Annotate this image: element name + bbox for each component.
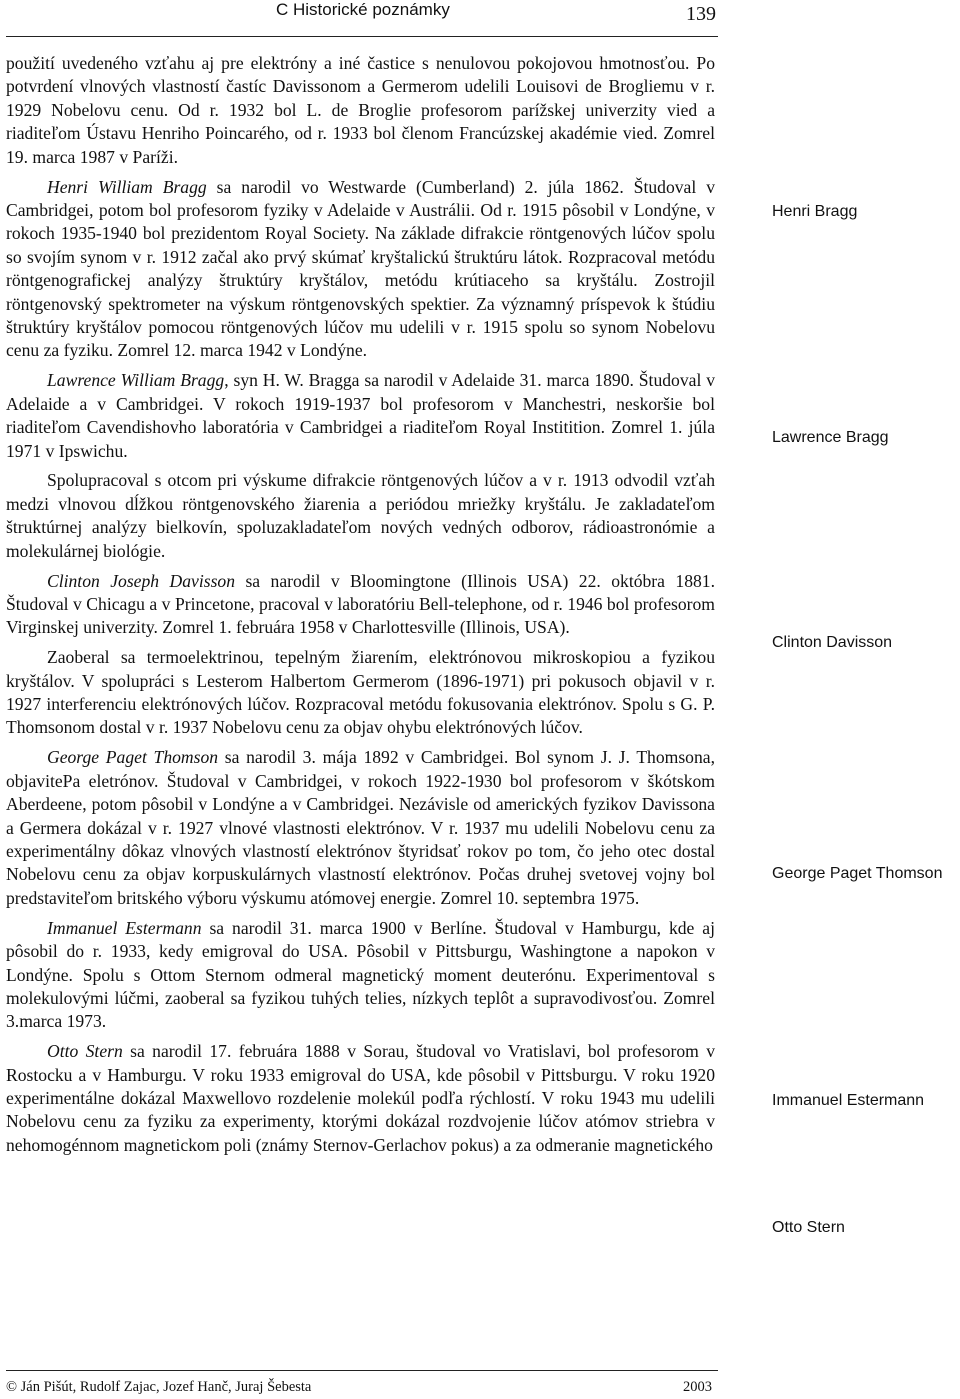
footer-authors: © Ján Pišút, Rudolf Zajac, Jozef Hanč, Juraj Šebesta bbox=[6, 1379, 312, 1395]
paragraph-text: použití uvedeného vzťahu aj pre elektróny a iné častice s nenulovou pokojovou hmotnosťou. Po potvrdení vlnových vlastností častíc Davissonom a Germerom udelili Louisovi de Brogliemu v r. 1929 Nobelovu cenu. Od r. 1932 bol L. de Broglie profesorom parížskej univerzity vied a riaditeľom Ústavu Henriho Poincarého, od r. 1933 bol členom Francúzskej akadémie vied. Zomrel 19. marca 1987 v Paríži. bbox=[6, 53, 715, 167]
paragraph-lawrence-bragg bbox=[6, 369, 715, 463]
person-name: Henri William Bragg bbox=[47, 176, 207, 197]
main-text bbox=[6, 52, 715, 1164]
page-header bbox=[6, 0, 718, 37]
paragraph-davisson bbox=[6, 570, 715, 640]
paragraph-estermann bbox=[6, 917, 715, 1034]
paragraph-stern bbox=[6, 1040, 715, 1157]
paragraph-text: Spolupracoval s otcom pri výskume difrakcie röntgenových lúčov a v r. 1913 odvodil vzťah medzi vlnovou dĺžkou röntgenovského žiarenia a periódou mriežky kryštálu. Je zakladateľom štruktúrnej analýzy bielkovín, spoluzakladateľom nových vedných odborov, rádioastronómie a molekulárnej biológie. bbox=[6, 470, 715, 561]
paragraph-text: sa narodil 17. februára 1888 v Sorau, študoval vo Vratislavi, bol profesorom v Rostocku a v Hamburgu. V roku 1933 emigroval do USA, kde pôsobil v Pittsburgu. V roku 1920 experimentálne dokázal Maxwellovo rozdelenie molekúl podľa rýchlostí. V roku 1943 mu udelili Nobelovu cenu za fyziku za experimenty, ktorými dokázal rozdvojenie lúčov atómov striebra v nehomogénnom magnetickom poli (známy Sternov-Gerlachov pokus) a za odmeranie magnetického bbox=[6, 1041, 715, 1155]
paragraph-text: sa narodil 3. mája 1892 v Cambridgei. Bol synom J. J. Thomsona, objavitePa eletrónov. Študoval v Cambridgei, v rokoch 1922-1930 bol profesorom v škótskom Aberdeene, potom pôsobil v Londýne a v Cambridgei. Nezávisle od amerických fyzikov Davissona a Germera dokázal v r. 1927 vlnové vlastnosti elektrónov. V r. 1937 mu udelili Nobelovu cenu za experimentálny dôkaz vlnových vlastností elektrónov štyridsať rokov po tom, čo jeho otec dostal Nobelovu cenu za objav korpuskulárnych vlastností elektrónov. Počas druhej svetovej vojny bol predstaviteľom britského výboru výskumu atómovej energie. Zomrel 10. septembra 1975. bbox=[6, 747, 715, 908]
paragraph-text: sa narodil vo Westwarde (Cumberland) 2. júla 1862. Študoval v Cambridgei, potom bol profesorom fyziky v Adelaide v Austrálii. Od r. 1915 pôsobil v Londýne, v rokoch 1935-1940 bol prezidentom Royal Society. Na základe difrakcie röntgenových lúčov spolu so svojím synom v r. 1912 začal ako prvý skúmať kryštalickú štruktúru látok. Rozpracoval metódu röntgenografickej analýzy štruktúry kryštálov, metódu krútiaceho sa kryštálu. Zostrojil röntgenovský spektrometer na výskum röntgenovských spektier. Za významný príspevok k štúdiu štruktúry kryštálov pomocou röntgenových lúčov mu udelili v r. 1915 spolu so synom Nobelovu cenu za fyziku. Zomrel 12. marca 1942 v Londýne. bbox=[6, 176, 715, 361]
margin-note-lawrence-bragg: Lawrence Bragg bbox=[772, 429, 889, 446]
paragraph-text: , syn H. W. Bragga sa narodil v Adelaide 31. marca 1890. Študoval v Adelaide a v Cambridgei. V rokoch 1919-1937 bol profesorom v Manchestri, neskoršie bol riaditeľom Cavendishovho laboratória v Cambridgei a riaditeľom Royal Instititiоn. Zomrel 1. júla 1971 v Ipswichu. bbox=[6, 370, 715, 461]
paragraph-text: sa narodil v Bloomingtone (Illinois USA) 22. októbra 1881. Študoval v Chicagu a v Princetone, pracoval v laboratóriu Bell-telephone, od r. 1946 bol profesorom Virginskej univerzity. Zomrel 1. februára 1958 v Charlottesville (Illinois, USA). bbox=[6, 570, 715, 638]
margin-note-otto-stern: Otto Stern bbox=[772, 1219, 845, 1236]
margin-note-henri-bragg: Henri Bragg bbox=[772, 203, 858, 220]
margin-note-immanuel-estermann: Immanuel Estermann bbox=[772, 1092, 925, 1109]
paragraph-lawrence-bragg-work bbox=[6, 469, 715, 563]
person-name: Otto Stern bbox=[47, 1041, 123, 1062]
margin-note-george-thomson: George Paget Thomson bbox=[772, 865, 943, 882]
page-number: 139 bbox=[686, 3, 716, 25]
paragraph-de-broglie bbox=[6, 52, 715, 169]
person-name: Immanuel Estermann bbox=[47, 917, 202, 938]
margin-note-clinton-davisson: Clinton Davisson bbox=[772, 634, 893, 651]
paragraph-davisson-work bbox=[6, 646, 715, 740]
person-name: Lawrence William Bragg bbox=[47, 370, 225, 391]
section-title: C Historické poznámky bbox=[276, 0, 450, 19]
paragraph-thomson bbox=[6, 746, 715, 910]
person-name: George Paget Thomson bbox=[47, 747, 219, 768]
footer-year: 2003 bbox=[683, 1379, 712, 1395]
paragraph-henri-bragg bbox=[6, 176, 715, 363]
person-name: Clinton Joseph Davisson bbox=[47, 570, 236, 591]
paragraph-text: Zaoberal sa termoelektrinou, tepelným žiarením, elektrónovou mikroskopiou a fyzikou kryštálov. V spolupráci s Lesterom Halbertom Germerom (1896-1971) pri pokusoch objavil v r. 1927 interferenciu elektrónových lúčov. Rozpracoval metódu fokusovania elektrónov. Spolu s G. P. Thomsonom dostal v r. 1937 Nobelovu cenu za objav ohybu elektrónových lúčov. bbox=[6, 647, 715, 738]
paragraph-text: sa narodil 31. marca 1900 v Berlíne. Študoval v Hamburgu, kde aj pôsobil do r. 1933, kedy emigroval do USA. Pôsobil v Pittsburgu, Washingtone a napokon v Londýne. Spolu s Ottom Sternom odmeral magnetický moment deuterónu. Experimentoval s molekulovými lúčmi, zaoberal sa fyzikou tuhých telies, nízkych teplôt a supravodivosťou. Zomrel 3.marca 1973. bbox=[6, 917, 715, 1032]
page-footer bbox=[6, 1370, 718, 1399]
